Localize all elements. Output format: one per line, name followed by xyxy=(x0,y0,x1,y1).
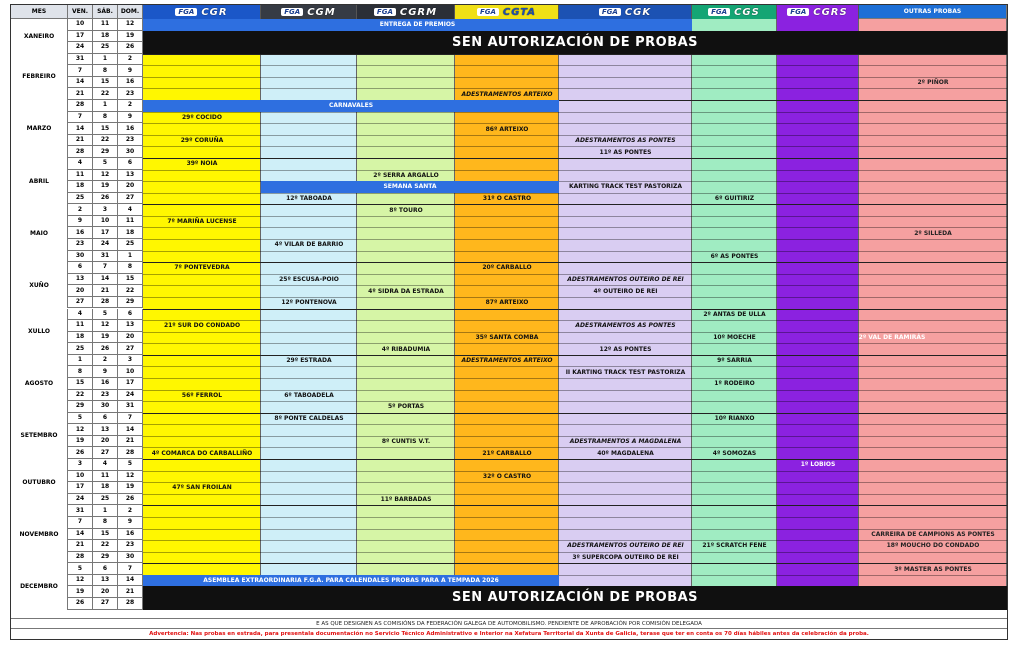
event-label: 5º PORTAS xyxy=(387,403,425,411)
month-label: MARZO xyxy=(11,100,68,158)
championship-name: CGRS xyxy=(813,6,848,18)
day-number: 29 xyxy=(93,552,118,564)
event-label: 4º RIBADUMIA xyxy=(381,345,431,353)
day-number: 11 xyxy=(118,216,143,228)
event-label: 86º ARTEIXO xyxy=(485,125,529,133)
event-label: 56º FERROL xyxy=(181,391,223,399)
championship-name: CGRM xyxy=(399,6,438,18)
event-label: 4º OUTEIRO DE REI xyxy=(593,287,658,295)
day-number: 10 xyxy=(68,471,93,483)
day-number: 4 xyxy=(93,459,118,471)
day-number: 30 xyxy=(118,552,143,564)
event-label: 7º PONTEVEDRA xyxy=(174,264,230,272)
row-divider xyxy=(11,401,1007,402)
event-label: 2º PIÑOR xyxy=(917,79,949,87)
day-number: 25 xyxy=(118,239,143,251)
day-number: 5 xyxy=(68,413,93,425)
row-divider xyxy=(11,505,1007,506)
row-divider xyxy=(11,424,1007,425)
event-label: 21º SUR DO CONDADO xyxy=(163,322,241,330)
month-label: FEBREIRO xyxy=(11,54,68,100)
day-number: 8 xyxy=(68,366,93,378)
day-number: 30 xyxy=(68,251,93,263)
header-dom: DOM. xyxy=(118,5,143,19)
day-number: 15 xyxy=(93,529,118,541)
day-number: 30 xyxy=(118,146,143,158)
day-number: 6 xyxy=(93,563,118,575)
event-label: 9º SARRIA xyxy=(717,357,752,365)
event-label: 29º CORUÑA xyxy=(180,137,224,145)
event-label: 21º CARBALLO xyxy=(482,449,532,457)
day-number: 16 xyxy=(118,77,143,89)
day-number: 14 xyxy=(68,529,93,541)
day-number: 20 xyxy=(93,436,118,448)
event-label: 4º VILAR DE BARRIO xyxy=(274,241,344,249)
day-number: 31 xyxy=(68,505,93,517)
event-label: 18º MOUCHO DO CONDADO xyxy=(886,542,980,550)
day-number: 30 xyxy=(93,401,118,413)
event-label: II KARTING TRACK TEST PASTORIZA xyxy=(565,368,686,376)
info-banner: ENTREGA DE PREMIOS xyxy=(143,19,692,31)
day-number: 2 xyxy=(118,505,143,517)
event-label: 8º TOURO xyxy=(389,206,423,214)
day-number: 2 xyxy=(118,54,143,66)
day-number: 10 xyxy=(68,19,93,31)
day-number: 9 xyxy=(118,112,143,124)
day-number: 13 xyxy=(93,575,118,587)
day-number: 17 xyxy=(68,31,93,43)
day-number: 10 xyxy=(118,366,143,378)
day-number: 12 xyxy=(93,170,118,182)
day-number: 25 xyxy=(93,494,118,506)
day-number: 25 xyxy=(68,193,93,205)
cgm-logo-icon xyxy=(261,5,357,19)
day-number: 19 xyxy=(68,436,93,448)
day-number: 22 xyxy=(93,135,118,147)
fga-badge: FGA xyxy=(477,8,499,16)
day-number: 29 xyxy=(93,146,118,158)
day-number: 5 xyxy=(68,563,93,575)
day-number: 8 xyxy=(93,517,118,529)
header-ven: VEN. xyxy=(68,5,93,19)
event-label: 20º CARBALLO xyxy=(482,264,532,272)
day-number: 3 xyxy=(118,355,143,367)
day-number: 7 xyxy=(68,112,93,124)
event-label: 7º MARIÑA LUCENSE xyxy=(167,218,237,226)
day-number: 21 xyxy=(68,540,93,552)
championship-column xyxy=(859,19,1007,610)
event-label: CARREIRA DE CAMPIONS AS PONTES xyxy=(871,530,995,538)
day-number: 15 xyxy=(68,378,93,390)
day-number: 5 xyxy=(93,309,118,321)
day-number: 14 xyxy=(93,274,118,286)
row-divider xyxy=(11,54,1007,55)
day-number: 13 xyxy=(118,170,143,182)
event-label: 10º MOECHE xyxy=(713,333,756,341)
event-label: ADESTRAMENTOS AS PONTES xyxy=(575,137,676,145)
day-number: 19 xyxy=(118,482,143,494)
day-number: 28 xyxy=(118,447,143,459)
month-label: NOVEMBRO xyxy=(11,505,68,563)
cgrm-logo-icon xyxy=(357,5,455,19)
event-label: 3º MASTER AS PONTES xyxy=(894,565,972,573)
day-number: 26 xyxy=(118,494,143,506)
event-label: 4º COMARCA DO CARBALLIÑO xyxy=(151,449,253,457)
day-number: 24 xyxy=(118,390,143,402)
day-number: 20 xyxy=(118,332,143,344)
cgr-logo-icon xyxy=(143,5,261,19)
day-number: 12 xyxy=(118,19,143,31)
day-number: 8 xyxy=(93,112,118,124)
day-number: 22 xyxy=(118,285,143,297)
day-number: 23 xyxy=(118,135,143,147)
day-number: 26 xyxy=(118,42,143,54)
event-label: 2º SILLEDA xyxy=(914,229,952,237)
fga-badge: FGA xyxy=(374,8,396,16)
day-number: 28 xyxy=(93,297,118,309)
day-number: 22 xyxy=(93,88,118,100)
event-label: 29º ESTRADA xyxy=(286,357,332,365)
info-banner: CARNAVALES xyxy=(143,100,559,112)
day-number: 4 xyxy=(68,309,93,321)
row-divider xyxy=(11,65,1007,66)
cgta-logo-icon xyxy=(455,5,559,19)
event-label: 39º NOIA xyxy=(186,160,218,168)
row-divider xyxy=(11,285,1007,286)
day-number: 7 xyxy=(118,563,143,575)
day-number: 21 xyxy=(118,586,143,598)
no-authorization-banner: SEN AUTORIZACIÓN DE PROBAS xyxy=(143,586,1007,609)
day-number: 17 xyxy=(68,482,93,494)
row-divider xyxy=(11,413,1007,414)
day-number: 4 xyxy=(118,204,143,216)
day-number: 24 xyxy=(68,494,93,506)
day-number: 27 xyxy=(68,297,93,309)
day-number: 19 xyxy=(93,332,118,344)
event-label: KARTING TRACK TEST PASTORIZA xyxy=(568,183,683,191)
day-number: 9 xyxy=(118,65,143,77)
event-label: 6º TABOADELA xyxy=(284,391,334,399)
day-number: 22 xyxy=(93,540,118,552)
header-mes: MES xyxy=(11,5,68,19)
row-divider xyxy=(11,517,1007,518)
row-divider xyxy=(11,146,1007,147)
event-label: ADESTRAMENTOS OUTEIRO DE REI xyxy=(567,542,684,550)
day-number: 23 xyxy=(68,239,93,251)
day-number: 15 xyxy=(93,123,118,135)
day-number: 28 xyxy=(68,100,93,112)
day-number: 8 xyxy=(118,262,143,274)
day-number: 11 xyxy=(93,19,118,31)
day-number: 7 xyxy=(118,413,143,425)
day-number: 28 xyxy=(118,598,143,610)
event-label: 35º SANTA COMBA xyxy=(475,333,539,341)
event-label: ADESTRAMENTOS AS PONTES xyxy=(575,322,676,330)
day-number: 18 xyxy=(68,332,93,344)
fga-badge: FGA xyxy=(281,8,303,16)
event-label: 8º CUNTIS V.T. xyxy=(381,438,431,446)
day-number: 26 xyxy=(68,598,93,610)
day-number: 26 xyxy=(93,343,118,355)
day-number: 21 xyxy=(93,285,118,297)
day-number: 31 xyxy=(68,54,93,66)
day-number: 20 xyxy=(93,586,118,598)
event-label: 32º O CASTRO xyxy=(482,472,532,480)
day-number: 9 xyxy=(93,366,118,378)
day-number: 14 xyxy=(118,575,143,587)
cgrs-logo-icon xyxy=(777,5,859,19)
day-number: 18 xyxy=(68,181,93,193)
day-number: 18 xyxy=(93,31,118,43)
event-label: 87º ARTEIXO xyxy=(485,299,529,307)
fga-badge: FGA xyxy=(787,8,809,16)
row-divider xyxy=(11,309,1007,310)
row-divider xyxy=(11,251,1007,252)
month-label: MAIO xyxy=(11,204,68,262)
championship-name: CGTA xyxy=(502,6,537,18)
day-number: 24 xyxy=(93,239,118,251)
day-number: 18 xyxy=(93,482,118,494)
day-number: 16 xyxy=(118,123,143,135)
event-label: 2º VAL DE RAMIRÁS xyxy=(858,333,926,341)
event-label: 10º RIANXO xyxy=(714,415,755,422)
row-divider xyxy=(11,494,1007,495)
cgk-logo-icon xyxy=(559,5,692,19)
fga-badge: FGA xyxy=(175,8,197,16)
day-number: 29 xyxy=(68,401,93,413)
event-label: 47º SAN FROILAN xyxy=(172,484,232,492)
day-number: 2 xyxy=(93,355,118,367)
day-number: 26 xyxy=(93,193,118,205)
day-number: 12 xyxy=(93,320,118,332)
championship-name: CGR xyxy=(201,6,228,18)
championship-column xyxy=(777,19,859,610)
month-label: ABRIL xyxy=(11,158,68,204)
day-number: 14 xyxy=(68,77,93,89)
day-number: 6 xyxy=(93,413,118,425)
no-authorization-banner: SEN AUTORIZACIÓN DE PROBAS xyxy=(143,31,1007,54)
day-number: 3 xyxy=(93,204,118,216)
day-number: 8 xyxy=(93,65,118,77)
footer-warning: Advertencia: Nas probas en estrada, para presentala documentación no Servicio Técnico Administrativo e Interior na Xefatura Territorial da Xunta de Galicia, terase que ter en conta os 70 días hábiles antes da celebración da proba. xyxy=(11,628,1007,639)
day-number: 26 xyxy=(68,447,93,459)
row-divider xyxy=(11,529,1007,530)
month-label: DECEMBRO xyxy=(11,563,68,609)
event-label: 11º BARBADAS xyxy=(380,496,432,504)
day-number: 27 xyxy=(93,598,118,610)
day-number: 2 xyxy=(118,100,143,112)
row-divider xyxy=(11,274,1007,275)
fga-badge: FGA xyxy=(599,8,621,16)
day-number: 13 xyxy=(118,320,143,332)
day-number: 1 xyxy=(93,100,118,112)
day-number: 6 xyxy=(68,262,93,274)
day-number: 22 xyxy=(68,390,93,402)
month-label: AGOSTO xyxy=(11,355,68,413)
day-number: 14 xyxy=(118,424,143,436)
footer-note: E AS QUE DESIGNEN AS COMISIÓNS DA FEDERACIÓN GALEGA DE AUTOMOBILISMO. PENDIENTE DE APROBACIÓN POR COMISIÓN DELEGADA xyxy=(11,618,1007,628)
month-label: XUÑO xyxy=(11,262,68,308)
event-label: 21º SCRATCH FENE xyxy=(702,542,767,550)
row-divider xyxy=(11,378,1007,379)
info-banner: SEMANA SANTA xyxy=(261,181,559,193)
event-label: 25º ESCUSA-POIO xyxy=(279,276,339,284)
row-divider xyxy=(11,170,1007,171)
calendar-table xyxy=(10,4,1008,640)
month-label: XANEIRO xyxy=(11,19,68,54)
day-number: 23 xyxy=(118,88,143,100)
day-number: 23 xyxy=(93,390,118,402)
championship-name: CGM xyxy=(307,6,336,18)
event-label: 4º SIDRA DA ESTRADA xyxy=(368,287,444,295)
day-number: 1 xyxy=(93,505,118,517)
day-number: 25 xyxy=(68,343,93,355)
day-number: 7 xyxy=(68,517,93,529)
header-outras-probas: OUTRAS PROBAS xyxy=(859,5,1007,19)
day-number: 4 xyxy=(68,158,93,170)
row-divider xyxy=(11,563,1007,564)
info-banner: ASEMBLEA EXTRAORDINARIA F.G.A. PARA CALENDALES PROBAS PARA A TEMPADA 2026 xyxy=(143,575,559,587)
day-number: 11 xyxy=(93,471,118,483)
day-number: 13 xyxy=(93,424,118,436)
day-number: 18 xyxy=(118,227,143,239)
day-number: 16 xyxy=(93,378,118,390)
event-label: 1º LOBIOS xyxy=(800,461,836,469)
day-number: 27 xyxy=(93,447,118,459)
championship-name: CGK xyxy=(624,6,652,18)
day-number: 25 xyxy=(93,42,118,54)
day-number: 19 xyxy=(118,31,143,43)
event-label: 12º AS PONTES xyxy=(599,345,652,353)
day-number: 2 xyxy=(68,204,93,216)
championship-column xyxy=(559,19,692,610)
event-label: ADESTRAMENTOS ARTEIXO xyxy=(461,90,553,98)
day-number: 9 xyxy=(118,517,143,529)
cgs-logo-icon xyxy=(692,5,777,19)
row-divider xyxy=(11,552,1007,553)
day-number: 12 xyxy=(68,424,93,436)
day-number: 1 xyxy=(93,54,118,66)
day-number: 1 xyxy=(118,251,143,263)
day-number: 31 xyxy=(93,251,118,263)
event-label: 12º TABOADA xyxy=(286,194,332,202)
row-divider xyxy=(11,366,1007,367)
day-number: 17 xyxy=(93,227,118,239)
day-number: 10 xyxy=(93,216,118,228)
event-label: 6º AS PONTES xyxy=(710,252,759,260)
fga-badge: FGA xyxy=(708,8,730,16)
day-number: 21 xyxy=(118,436,143,448)
day-number: 5 xyxy=(118,459,143,471)
event-label: ADESTRAMENTOS A MAGDALENA xyxy=(569,438,682,446)
day-number: 15 xyxy=(93,77,118,89)
day-number: 27 xyxy=(118,193,143,205)
row-divider xyxy=(11,540,1007,541)
day-number: 5 xyxy=(93,158,118,170)
day-number: 6 xyxy=(118,309,143,321)
event-label: 3º SUPERCOPA OUTEIRO DE REI xyxy=(572,553,679,561)
day-number: 3 xyxy=(68,459,93,471)
event-label: 31º O CASTRO xyxy=(482,194,532,202)
day-number: 12 xyxy=(118,471,143,483)
row-divider xyxy=(11,204,1007,205)
day-number: 13 xyxy=(68,274,93,286)
month-label: OUTUBRO xyxy=(11,459,68,505)
day-number: 20 xyxy=(118,181,143,193)
row-divider xyxy=(11,227,1007,228)
event-label: 6º GUITIRIZ xyxy=(714,194,755,202)
day-number: 31 xyxy=(118,401,143,413)
day-number: 28 xyxy=(68,146,93,158)
day-number: 16 xyxy=(118,529,143,541)
day-number: 20 xyxy=(68,285,93,297)
event-label: 2º ANTAS DE ULLA xyxy=(703,310,766,318)
row-divider xyxy=(11,239,1007,240)
day-number: 28 xyxy=(68,552,93,564)
day-number: 17 xyxy=(118,378,143,390)
event-label: 12º PONTENOVA xyxy=(281,299,337,307)
day-number: 11 xyxy=(68,170,93,182)
day-number: 14 xyxy=(68,123,93,135)
row-divider xyxy=(11,343,1007,344)
day-number: 21 xyxy=(68,135,93,147)
day-number: 16 xyxy=(68,227,93,239)
event-label: 8º PONTE CALDELAS xyxy=(274,415,344,422)
day-number: 19 xyxy=(93,181,118,193)
day-number: 24 xyxy=(68,42,93,54)
event-label: 11º AS PONTES xyxy=(599,148,652,156)
row-divider xyxy=(11,77,1007,78)
day-number: 7 xyxy=(93,262,118,274)
day-number: 23 xyxy=(118,540,143,552)
header-sab: SÁB. xyxy=(93,5,118,19)
day-number: 15 xyxy=(118,274,143,286)
month-label: XULLO xyxy=(11,309,68,355)
day-number: 27 xyxy=(118,343,143,355)
day-number: 19 xyxy=(68,586,93,598)
event-label: 4º SOMOZAS xyxy=(712,449,757,457)
day-number: 6 xyxy=(118,158,143,170)
day-number: 12 xyxy=(68,575,93,587)
day-number: 21 xyxy=(68,88,93,100)
month-label: SETEMBRO xyxy=(11,413,68,459)
event-label: 1º RODEIRO xyxy=(714,380,755,388)
event-label: 40º MAGDALENA xyxy=(597,449,654,457)
event-label: ADESTRAMENTOS ARTEIXO xyxy=(461,357,553,365)
day-number: 29 xyxy=(118,297,143,309)
day-number: 11 xyxy=(68,320,93,332)
event-label: 2º SERRA ARGALLO xyxy=(373,171,439,179)
event-label: 29º COCIDO xyxy=(181,113,223,121)
day-number: 7 xyxy=(68,65,93,77)
championship-name: CGS xyxy=(734,6,760,18)
event-label: ADESTRAMENTOS OUTEIRO DE REI xyxy=(567,276,684,284)
row-divider xyxy=(11,436,1007,437)
day-number: 9 xyxy=(68,216,93,228)
day-number: 1 xyxy=(68,355,93,367)
